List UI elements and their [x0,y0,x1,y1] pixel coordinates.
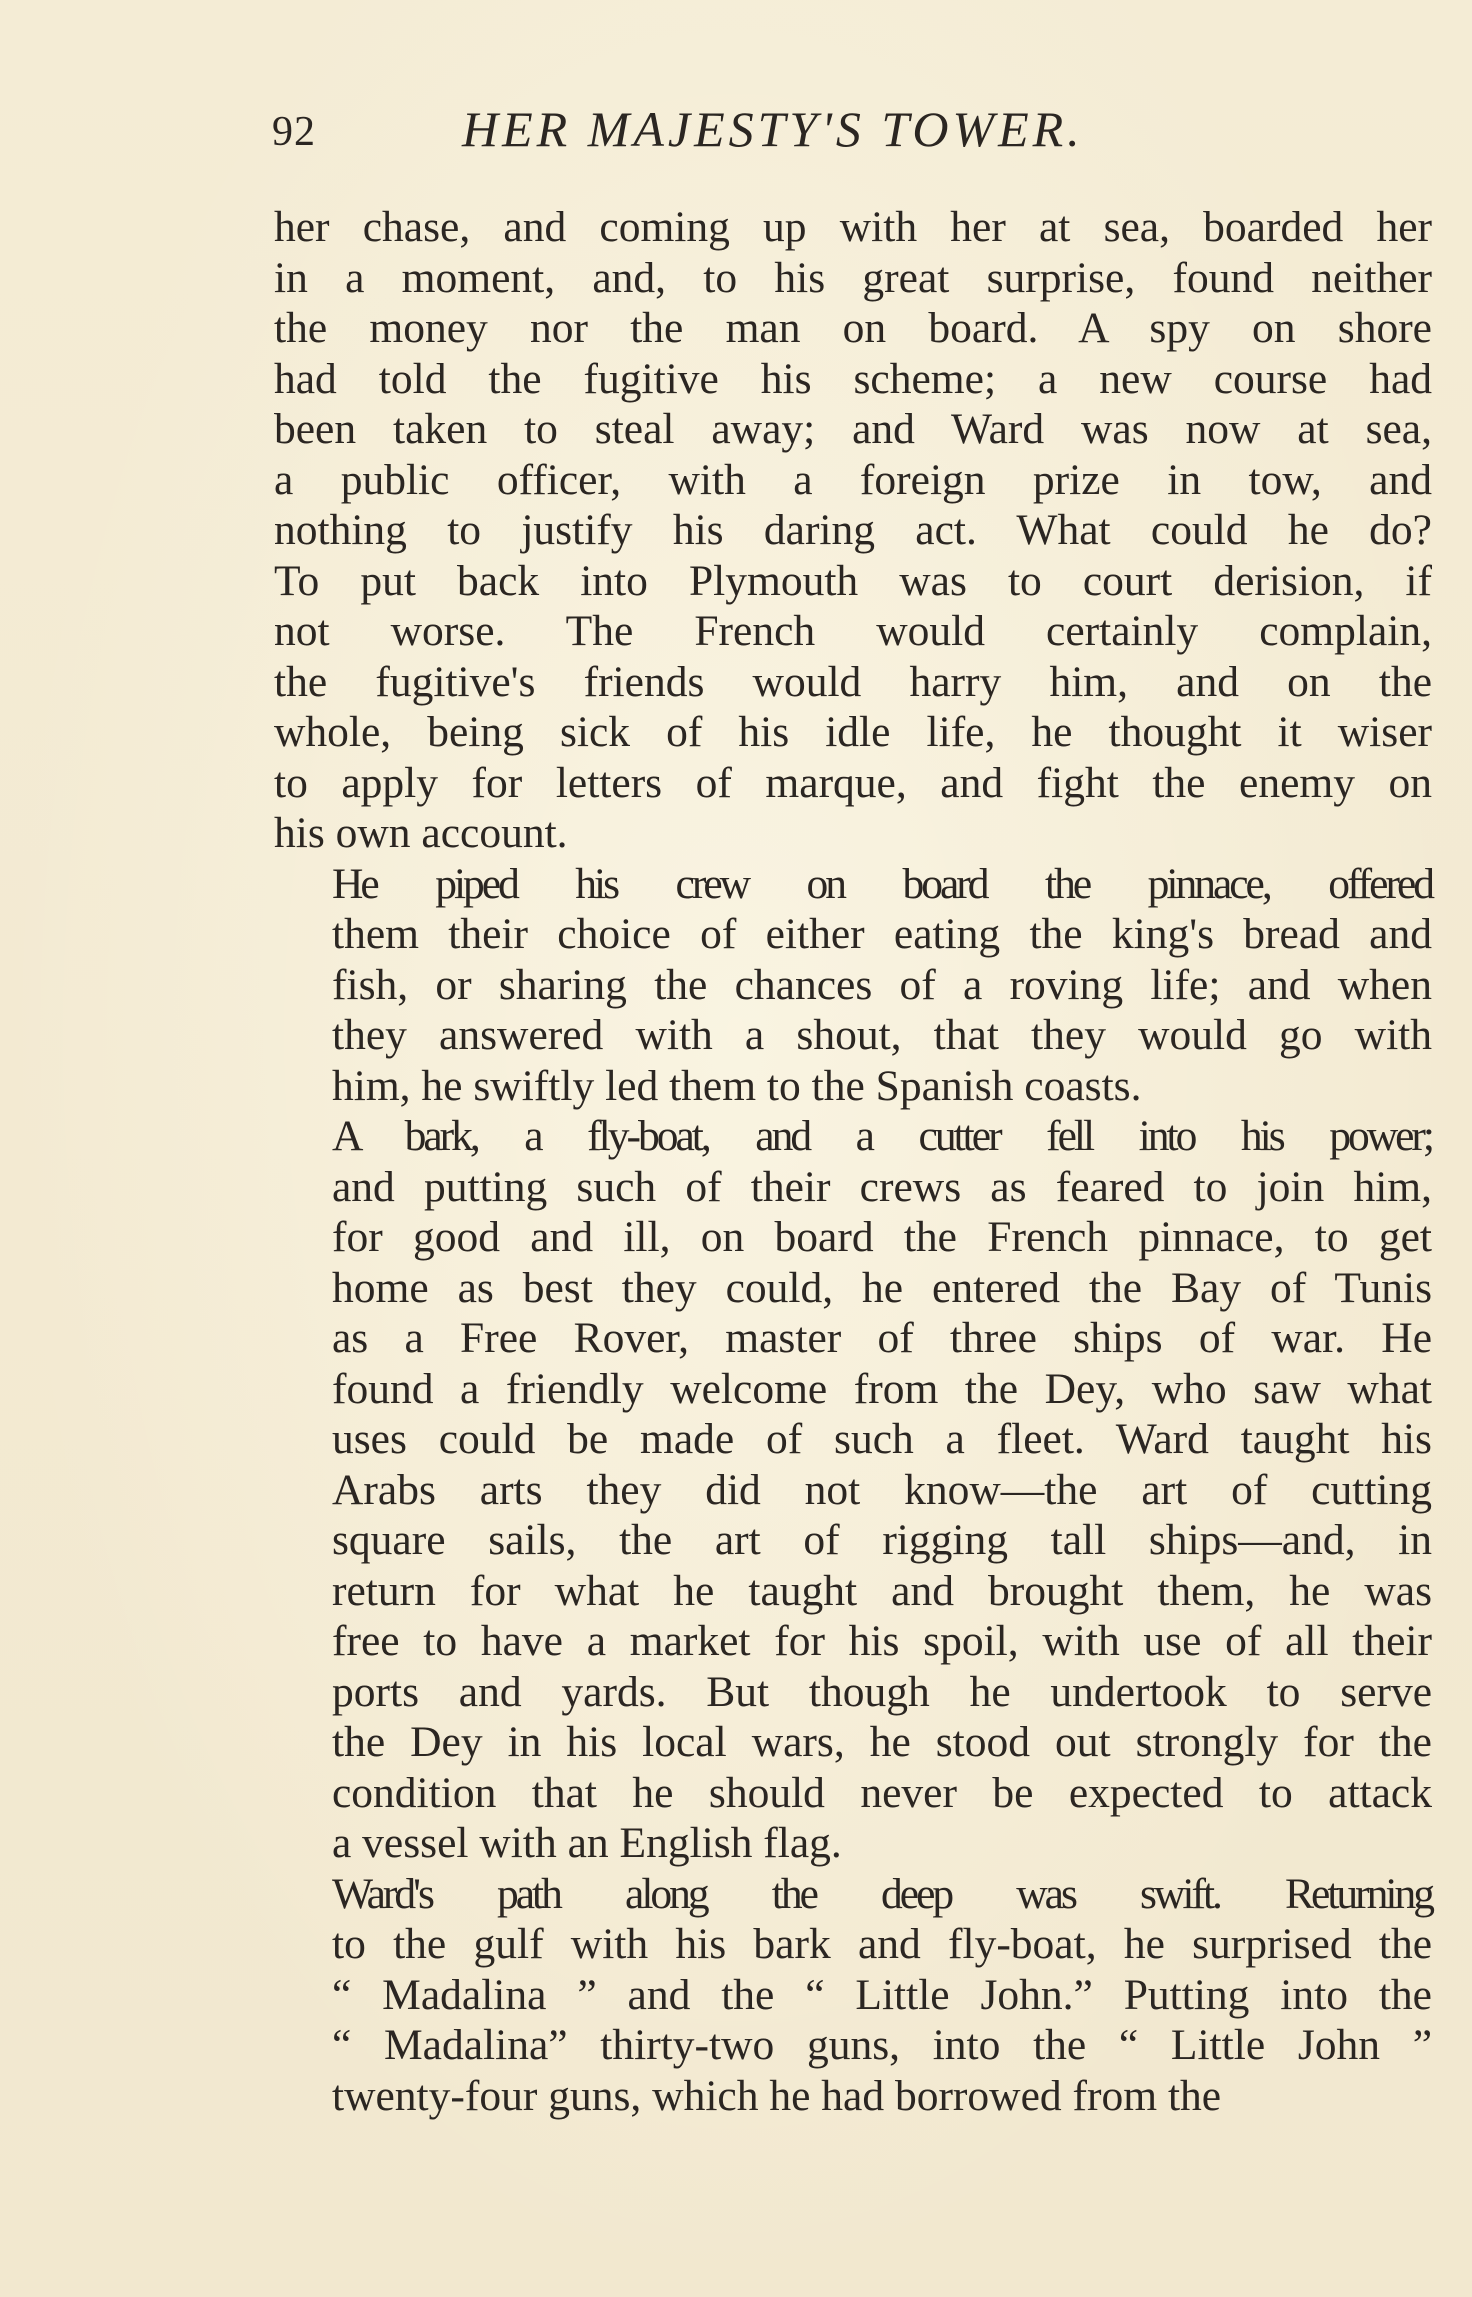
paragraph [274,202,1432,859]
text-line: square sails, the art of rigging tall ships—and, in [332,1516,1432,1564]
body-text [274,202,1432,2121]
text-line: uses could be made of such a fleet. Ward taught his [332,1415,1432,1463]
running-head: HER MAJESTY'S TOWER. [462,101,1084,157]
text-line: in a moment, and, to his great surprise, found neither [274,253,1432,302]
text-line: him, he swiftly led them to the Spanish coasts. [332,1061,1142,1110]
page-number: 92 [272,109,316,155]
text-line: whole, being sick of his idle life, he thought it wiser [274,708,1432,756]
text-line: return for what he taught and brought them, he was [332,1566,1432,1615]
page-header [272,100,1432,160]
text-line: “ Madalina ” and the “ Little John.” Putting into the [332,1970,1432,2019]
text-line: free to have a market for his spoil, with use of all their [332,1617,1432,1665]
text-line: his own account. [274,809,568,857]
text-line: the money nor the man on board. A spy on shore [274,304,1432,352]
text-line: “ Madalina” thirty-two guns, into the “ Little John ” [332,2021,1432,2069]
text-line: had told the fugitive his scheme; a new course had [274,354,1432,403]
paragraph [274,859,1432,1112]
paragraph [274,1111,1432,1869]
text-line: been taken to steal away; and Ward was now at sea, [274,405,1432,453]
text-line: A bark, a fly-boat, and a cutter fell into his power; [332,1112,1432,1160]
text-line: Arabs arts they did not know—the art of cutting [332,1465,1432,1514]
text-line: to apply for letters of marque, and fight the enemy on [274,758,1432,807]
text-line: twenty-four guns, which he had borrowed from the [332,2071,1222,2120]
text-line: found a friendly welcome from the Dey, who saw what [332,1364,1432,1413]
text-line: they answered with a shout, that they would go with [332,1011,1432,1059]
text-line: the Dey in his local wars, he stood out strongly for the [332,1718,1432,1766]
text-line: a public officer, with a foreign prize in tow, and [274,455,1432,504]
text-line: as a Free Rover, master of three ships of war. He [332,1314,1432,1362]
text-line: Ward's path along the deep was swift. Returning [332,1869,1432,1918]
paragraph [274,1869,1432,2122]
text-line: a vessel with an English flag. [332,1819,842,1867]
text-line: for good and ill, on board the French pinnace, to get [332,1213,1432,1261]
text-line: and putting such of their crews as feared to join him, [332,1162,1432,1211]
text-line: fish, or sharing the chances of a roving life; and when [332,960,1432,1009]
text-line: To put back into Plymouth was to court derision, if [274,556,1432,605]
text-line: not worse. The French would certainly complain, [274,607,1432,655]
text-line: He piped his crew on board the pinnace, offered [332,859,1432,908]
text-line: nothing to justify his daring act. What could he do? [274,506,1432,554]
text-line: the fugitive's friends would harry him, and on the [274,657,1432,706]
text-line: them their choice of either eating the king's bread and [332,910,1432,958]
text-line: her chase, and coming up with her at sea, boarded her [274,203,1432,251]
text-line: condition that he should never be expected to attack [332,1768,1432,1817]
text-line: ports and yards. But though he undertook to serve [332,1667,1432,1716]
text-line: home as best they could, he entered the Bay of Tunis [332,1263,1432,1312]
text-line: to the gulf with his bark and fly-boat, he surprised the [332,1920,1432,1968]
